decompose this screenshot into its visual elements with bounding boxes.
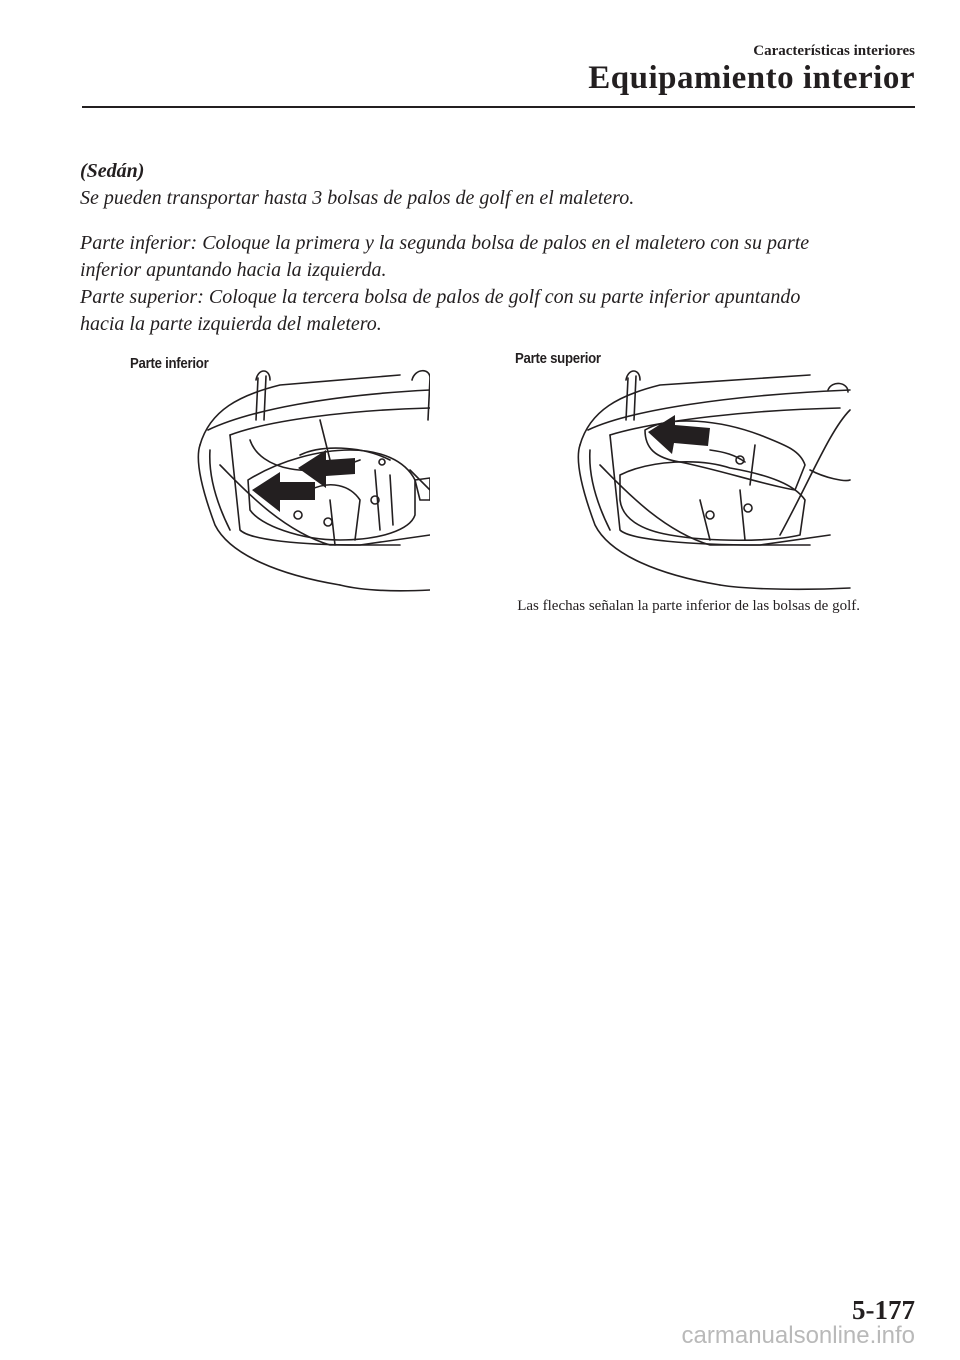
figure-upper-layer	[510, 350, 855, 595]
figure-caption: Las flechas señalan la parte inferior de las bolsas de golf.	[517, 598, 860, 614]
intro-paragraph: Se pueden transportar hasta 3 bolsas de palos de golf en el maletero.	[80, 187, 635, 209]
paragraph-gap	[80, 212, 920, 230]
trunk-illustration-lower	[130, 350, 430, 595]
arrow-icon	[252, 450, 355, 512]
figure-lower-layer	[130, 350, 430, 595]
page-title: Equipamiento interior	[588, 60, 915, 96]
figure-label-upper: Parte superior	[515, 350, 601, 367]
header-divider	[82, 106, 915, 108]
trunk-illustration-upper	[510, 350, 855, 595]
body-text	[80, 158, 920, 338]
page-number: 5-177	[852, 1295, 915, 1325]
section-subtitle: (Sedán)	[80, 160, 145, 182]
lower-instruction-line-2: inferior apuntando hacia la izquierda.	[80, 259, 387, 281]
upper-instruction-line-2: hacia la parte izquierda del maletero.	[80, 313, 382, 335]
watermark: carmanualsonline.info	[681, 1322, 915, 1349]
lower-instruction-line-1: Parte inferior: Coloque la primera y la segunda bolsa de palos en el maletero con su parte	[80, 232, 810, 254]
section-name: Características interiores	[753, 43, 915, 59]
upper-instruction-line-1: Parte superior: Coloque la tercera bolsa de palos de golf con su parte inferior apuntando	[80, 286, 801, 308]
figure-label-lower: Parte inferior	[130, 355, 209, 372]
